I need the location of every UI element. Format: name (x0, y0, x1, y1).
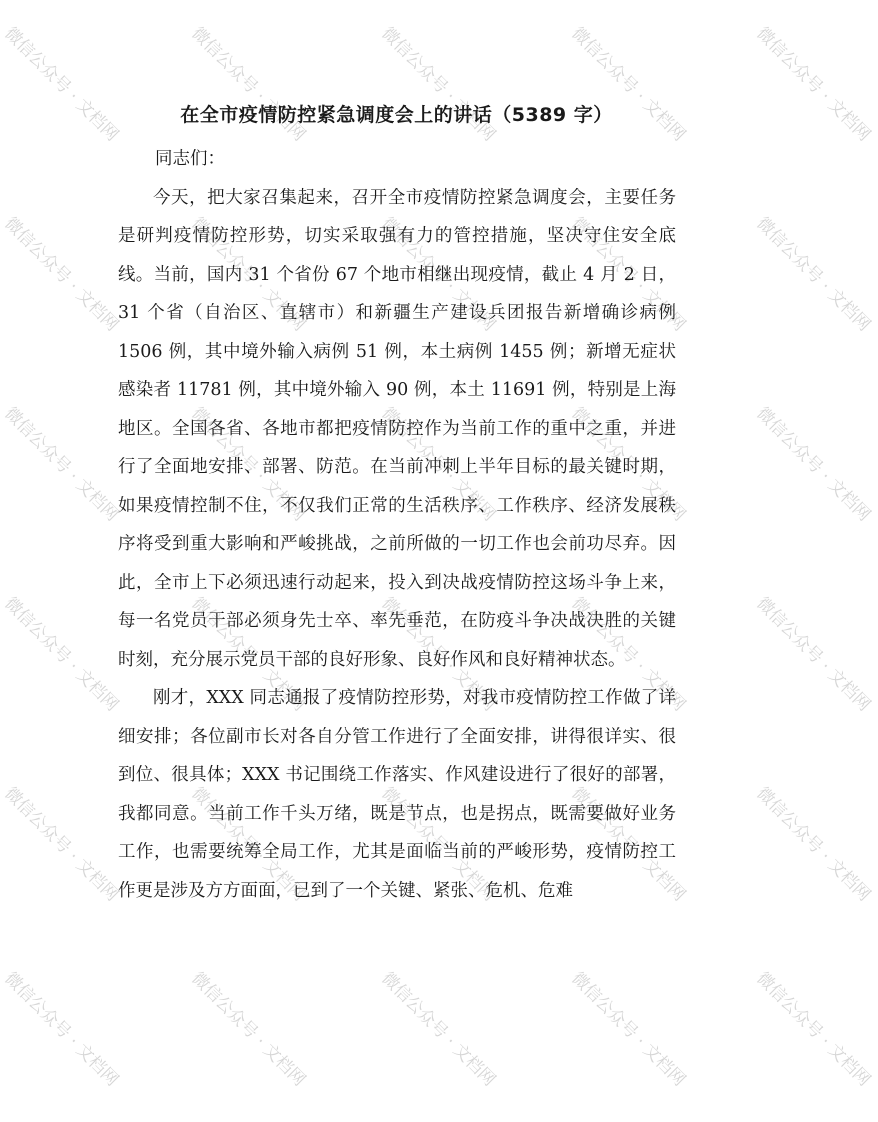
watermark-text: 微信公众号 · 文档网 (752, 968, 875, 1091)
paragraph-1: 今天，把大家召集起来，召开全市疫情防控紧急调度会，主要任务是研判疫情防控形势，切实采取强有力的管控措施，坚决守住安全底线。当前，国内 31 个省份 67 个地市相继出现疫情，截止 4 月 2 日，31 个省（自治区、直辖市）和新疆生产建设兵团报告新增确诊病例 1506 例，其中境外输入病例 51 例，本土病例 1455 例；新增无症状感染者 11781 例，其中境外输入 90 例，本土 11691 例，特别是上海地区。全国各省、各地市都把疫情防控作为当前工作的重中之重，并进行了全面地安排、部署、防范。在当前冲刺上半年目标的最关键时期，如果疫情控制不住，不仅我们正常的生活秩序、工作秩序、经济发展秩序将受到重大影响和严峻挑战，之前所做的一切工作也会前功尽弃。因此，全市上下必须迅速行动起来，投入到决战疫情防控这场斗争上来，每一名党员干部必须身先士卒、率先垂范，在防疫斗争决战决胜的关键时刻，充分展示党员干部的良好形象、良好作风和良好精神状态。 (118, 187, 676, 670)
watermark-text: 微信公众号 · 文档网 (187, 783, 310, 906)
watermark-text: 微信公众号 · 文档网 (567, 23, 690, 146)
watermark-text: 微信公众号 · 文档网 (0, 783, 123, 906)
watermark-text: 微信公众号 · 文档网 (377, 23, 500, 146)
document-title: 在全市疫情防控紧急调度会上的讲话（5389 字） (180, 104, 613, 126)
watermark-text: 微信公众号 · 文档网 (752, 23, 875, 146)
watermark-text: 微信公众号 · 文档网 (377, 968, 500, 1091)
watermark-text: 微信公众号 · 文档网 (752, 783, 875, 906)
watermark-text: 微信公众号 · 文档网 (567, 403, 690, 526)
watermark-text: 微信公众号 · 文档网 (567, 593, 690, 716)
watermark-text: 微信公众号 · 文档网 (0, 593, 123, 716)
watermark-text: 微信公众号 · 文档网 (187, 403, 310, 526)
watermark-text: 微信公众号 · 文档网 (377, 783, 500, 906)
watermark-text: 微信公众号 · 文档网 (752, 403, 875, 526)
watermark-text: 微信公众号 · 文档网 (187, 23, 310, 146)
watermark-text: 微信公众号 · 文档网 (567, 213, 690, 336)
watermark-text: 微信公众号 · 文档网 (0, 403, 123, 526)
watermark-text: 微信公众号 · 文档网 (187, 213, 310, 336)
watermark-text: 微信公众号 · 文档网 (0, 23, 123, 146)
watermark-text: 微信公众号 · 文档网 (752, 593, 875, 716)
paragraph-2: 刚才，XXX 同志通报了疫情防控形势，对我市疫情防控工作做了详细安排；各位副市长对各自分管工作进行了全面安排，讲得很详实、很到位、很具体；XXX 书记围绕工作落实、作风建设进行了很好的部署，我都同意。当前工作千头万绪，既是节点，也是拐点，既需要做好业务工作，也需要统筹全局工作，尤其是面临当前的严峻形势，疫情防控工作更是涉及方方面面，已到了一个关键、紧张、危机、危难 (118, 688, 676, 901)
watermark-text: 微信公众号 · 文档网 (752, 213, 875, 336)
document-body (118, 140, 676, 910)
greeting: 同志们： (155, 149, 225, 169)
watermark-text: 微信公众号 · 文档网 (187, 968, 310, 1091)
watermark-text: 微信公众号 · 文档网 (567, 783, 690, 906)
watermark-text: 微信公众号 · 文档网 (0, 968, 123, 1091)
watermark-text: 微信公众号 · 文档网 (377, 403, 500, 526)
watermark-text: 微信公众号 · 文档网 (187, 593, 310, 716)
watermark-text: 微信公众号 · 文档网 (377, 593, 500, 716)
watermark-text: 微信公众号 · 文档网 (0, 213, 123, 336)
watermark-text: 微信公众号 · 文档网 (377, 213, 500, 336)
watermark-text: 微信公众号 · 文档网 (567, 968, 690, 1091)
